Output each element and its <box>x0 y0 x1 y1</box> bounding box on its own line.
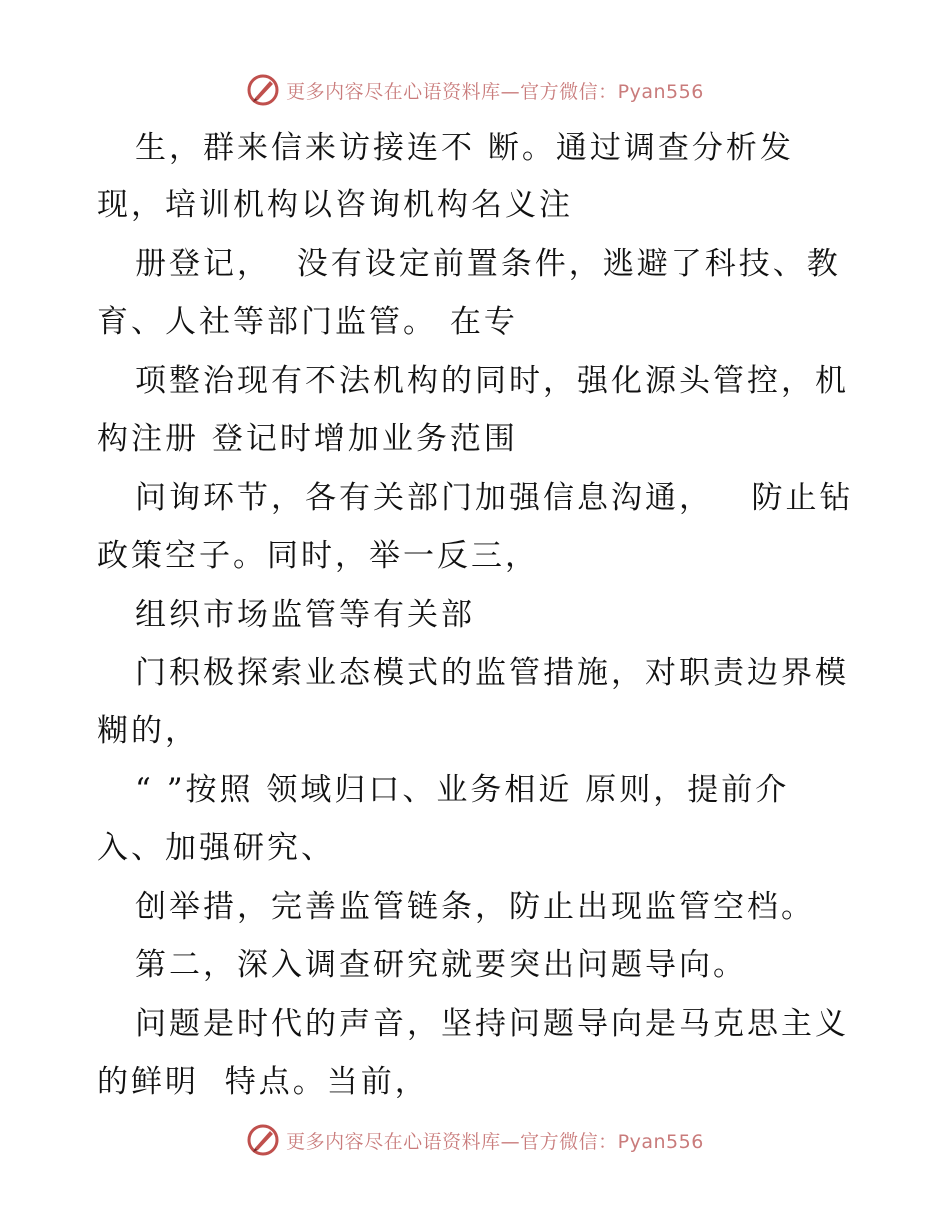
text-line: “ ”按照 领域归口、业务相近 原则，提前介 <box>135 772 790 808</box>
text-line: 育、人社等部门监管。 在专 <box>97 304 518 340</box>
text-line: 创举措，完善监管链条，防止出现监管空档。 <box>135 889 815 925</box>
text-line: 的鲜明 特点。当前， <box>97 1064 429 1100</box>
text-line: 生，群来信来访接连不 断。通过调查分析发 <box>135 130 794 166</box>
text-line: 糊的， <box>97 713 199 749</box>
text-line: 门积极探索业态模式的监管措施，对职责边界模 <box>135 655 849 691</box>
text-line: 入、加强研究、 <box>97 830 335 866</box>
watermark-text: 更多内容尽在心语资料库—官方微信：Pyan556 <box>286 80 704 103</box>
text-line: 政策空子。同时，举一反三， <box>97 538 539 574</box>
text-line: 项整治现有不法机构的同时，强化源头管控，机 <box>135 363 849 399</box>
text-line: 第二，深入调查研究就要突出问题导向。 <box>135 947 747 983</box>
text-line: 问题是时代的声音，坚持问题导向是马克思主义 <box>135 1006 849 1042</box>
text-line: 构注册 登记时增加业务范围 <box>97 421 518 457</box>
text-line: 现，培训机构以咨询机构名义注 <box>97 187 573 223</box>
text-line: 问询环节，各有关部门加强信息沟通， 防止钻 <box>135 480 854 516</box>
footer-watermark <box>0 1120 950 1160</box>
watermark-text: 更多内容尽在心语资料库—官方微信：Pyan556 <box>286 1130 704 1153</box>
text-line: 组织市场监管等有关部 <box>135 597 475 633</box>
text-line: 册登记， 没有设定前置条件，逃避了科技、教 <box>135 246 841 282</box>
pen-seal-logo-icon <box>246 1123 280 1157</box>
